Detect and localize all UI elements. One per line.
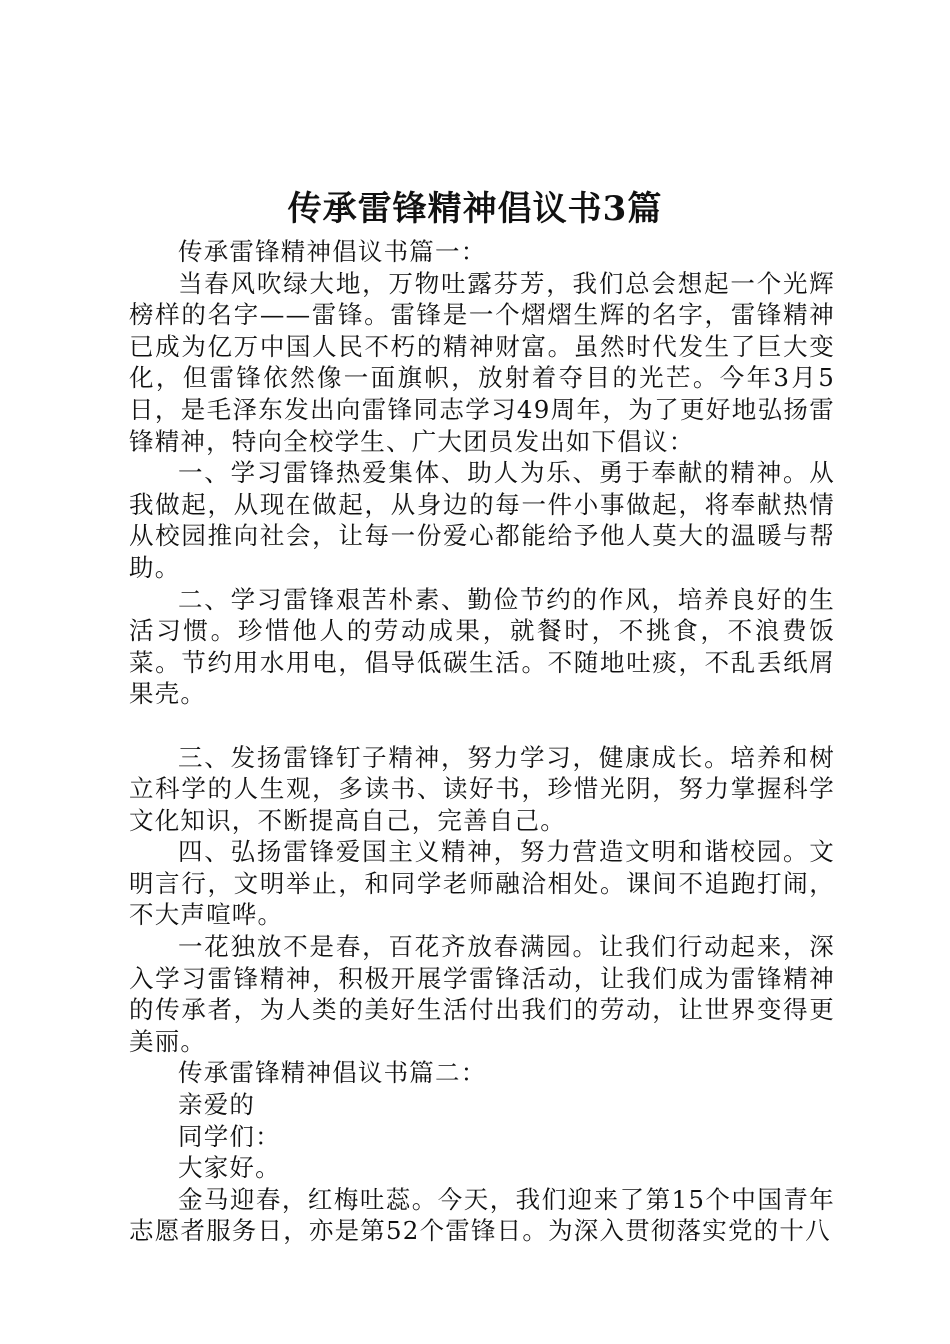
salutation-line-2: 同学们： bbox=[178, 1121, 281, 1151]
proposal-item-3: 三、发扬雷锋钉子精神，努力学习，健康成长。培养和树立科学的人生观，多读书、读好书，珍惜光阴，努力掌握科学文化知识，不断提高自己，完善自己。 bbox=[129, 742, 835, 835]
opening-paragraph-2: 金马迎春，红梅吐蕊。今天，我们迎来了第15个中国青年志愿者服务日，亦是第52个雷锋日。为深入贯彻落实党的十八 bbox=[129, 1184, 835, 1246]
intro-paragraph: 当春风吹绿大地，万物吐露芬芳，我们总会想起一个光辉榜样的名字——雷锋。雷锋是一个熠熠生辉的名字，雷锋精神已成为亿万中国人民不朽的精神财富。虽然时代发生了巨大变化，但雷锋依然像一面旗帜，放射着夺目的光芒。今年3月5日，是毛泽东发出向雷锋同志学习49周年，为了更好地弘扬雷锋精神，特向全校学生、广大团员发出如下倡议： bbox=[129, 268, 835, 456]
section-heading-2: 传承雷锋精神倡议书篇二： bbox=[178, 1058, 487, 1088]
document-title: 传承雷锋精神倡议书3篇 bbox=[287, 189, 663, 229]
greeting-line: 大家好。 bbox=[178, 1153, 281, 1183]
salutation-line-1: 亲爱的 bbox=[178, 1090, 256, 1120]
section-heading-1: 传承雷锋精神倡议书篇一： bbox=[178, 237, 487, 266]
proposal-item-1: 一、学习雷锋热爱集体、助人为乐、勇于奉献的精神。从我做起，从现在做起，从身边的每一件小事做起，将奉献热情从校园推向社会，让每一份爱心都能给予他人莫大的温暖与帮助。 bbox=[129, 458, 835, 582]
proposal-item-4: 四、弘扬雷锋爱国主义精神，努力营造文明和谐校园。文明言行，文明举止，和同学老师融洽相处。课间不追跑打闹，不大声喧哗。 bbox=[129, 837, 835, 930]
document-body bbox=[129, 236, 835, 1247]
closing-paragraph: 一花独放不是春，百花齐放春满园。让我们行动起来，深入学习雷锋精神，积极开展学雷锋活动，让我们成为雷锋精神的传承者，为人类的美好生活付出我们的劳动，让世界变得更美丽。 bbox=[129, 932, 835, 1056]
proposal-item-2: 二、学习雷锋艰苦朴素、勤俭节约的作风，培养良好的生活习惯。珍惜他人的劳动成果，就餐时，不挑食，不浪费饭菜。节约用水用电，倡导低碳生活。不随地吐痰，不乱丢纸屑果壳。 bbox=[129, 584, 835, 709]
